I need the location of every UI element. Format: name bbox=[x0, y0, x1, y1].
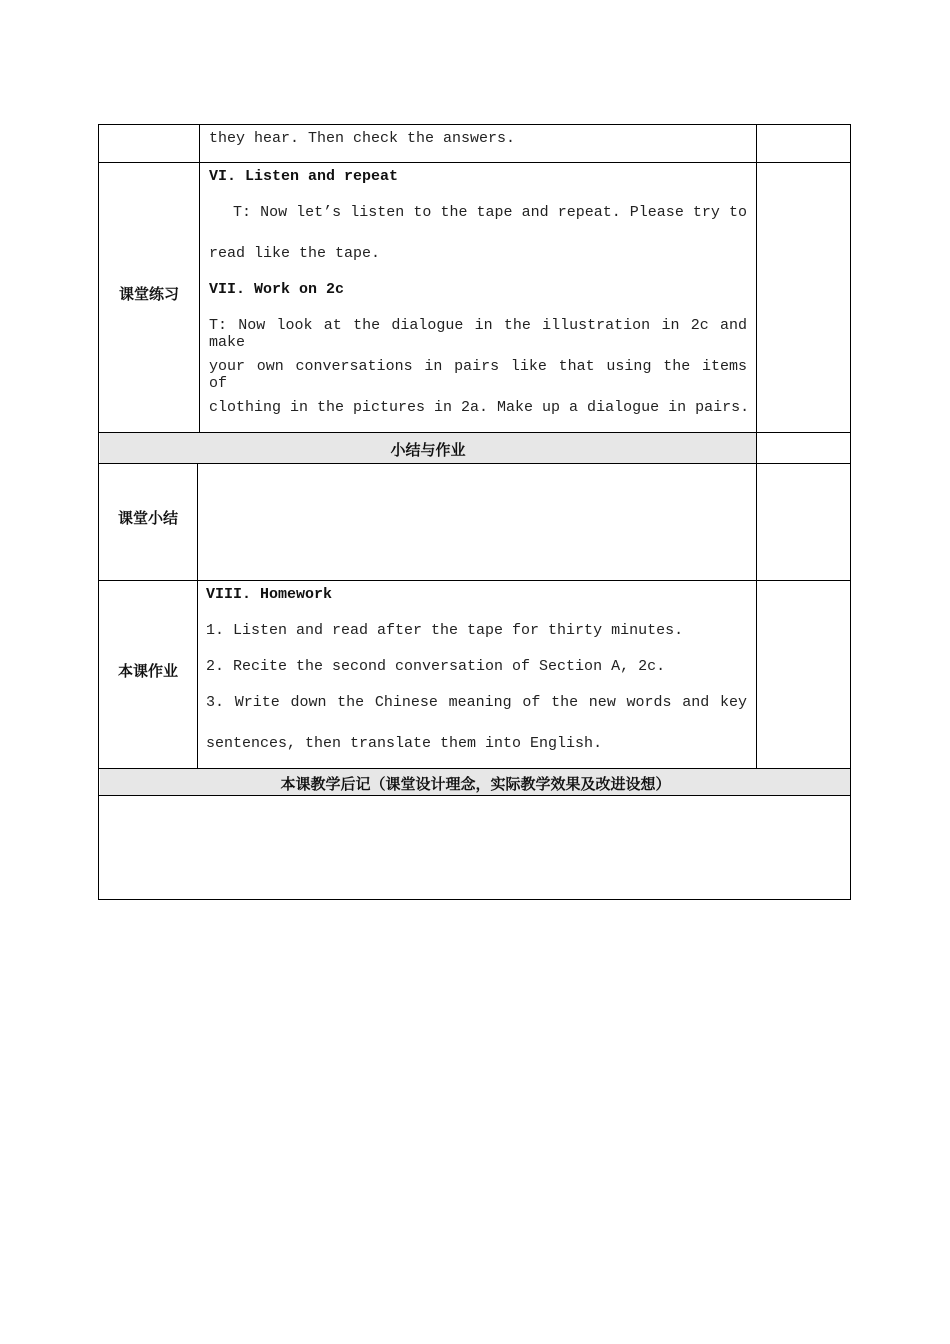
class-summary-label: 课堂小结 bbox=[117, 509, 178, 527]
practice-line: T: Now let’s listen to the tape and repeat. Please try to bbox=[233, 204, 747, 221]
step-heading-listen-repeat: VI. Listen and repeat bbox=[209, 168, 399, 185]
practice-line: read like the tape. bbox=[209, 245, 381, 262]
table-border-bottom bbox=[98, 899, 851, 900]
practice-line: clothing in the pictures in 2a. Make up a dialogue in pairs. bbox=[209, 399, 750, 416]
notes-column-divider bbox=[756, 124, 757, 769]
step-heading-work-on-2c: VII. Work on 2c bbox=[209, 281, 345, 298]
step-heading-homework: VIII. Homework bbox=[206, 586, 333, 603]
row-divider bbox=[98, 463, 851, 464]
homework-label: 本课作业 bbox=[117, 662, 178, 680]
row-divider bbox=[98, 795, 851, 796]
practice-line: T: Now look at the dialogue in the illustration in 2c and make bbox=[209, 317, 747, 351]
label-column-divider bbox=[199, 124, 200, 433]
practice-label: 课堂练习 bbox=[118, 285, 179, 303]
practice-line: your own conversations in pairs like that using the items of bbox=[209, 358, 747, 392]
row-divider bbox=[98, 162, 851, 163]
table-border-top bbox=[98, 124, 851, 125]
summary-section-title: 小结与作业 bbox=[390, 441, 466, 459]
reflection-section-title: 本课教学后记（课堂设计理念，实际教学效果及改进设想） bbox=[280, 775, 671, 793]
homework-item: 1. Listen and read after the tape for thirty minutes. bbox=[206, 622, 684, 639]
continued-instruction-text: they hear. Then check the answers. bbox=[209, 130, 516, 147]
homework-item: 2. Recite the second conversation of Section A, 2c. bbox=[206, 658, 666, 675]
row-divider bbox=[98, 432, 851, 433]
homework-item: sentences, then translate them into English. bbox=[206, 735, 603, 752]
row-divider bbox=[98, 768, 851, 769]
row-divider bbox=[98, 580, 851, 581]
homework-item: 3. Write down the Chinese meaning of the new words and key bbox=[206, 694, 747, 711]
